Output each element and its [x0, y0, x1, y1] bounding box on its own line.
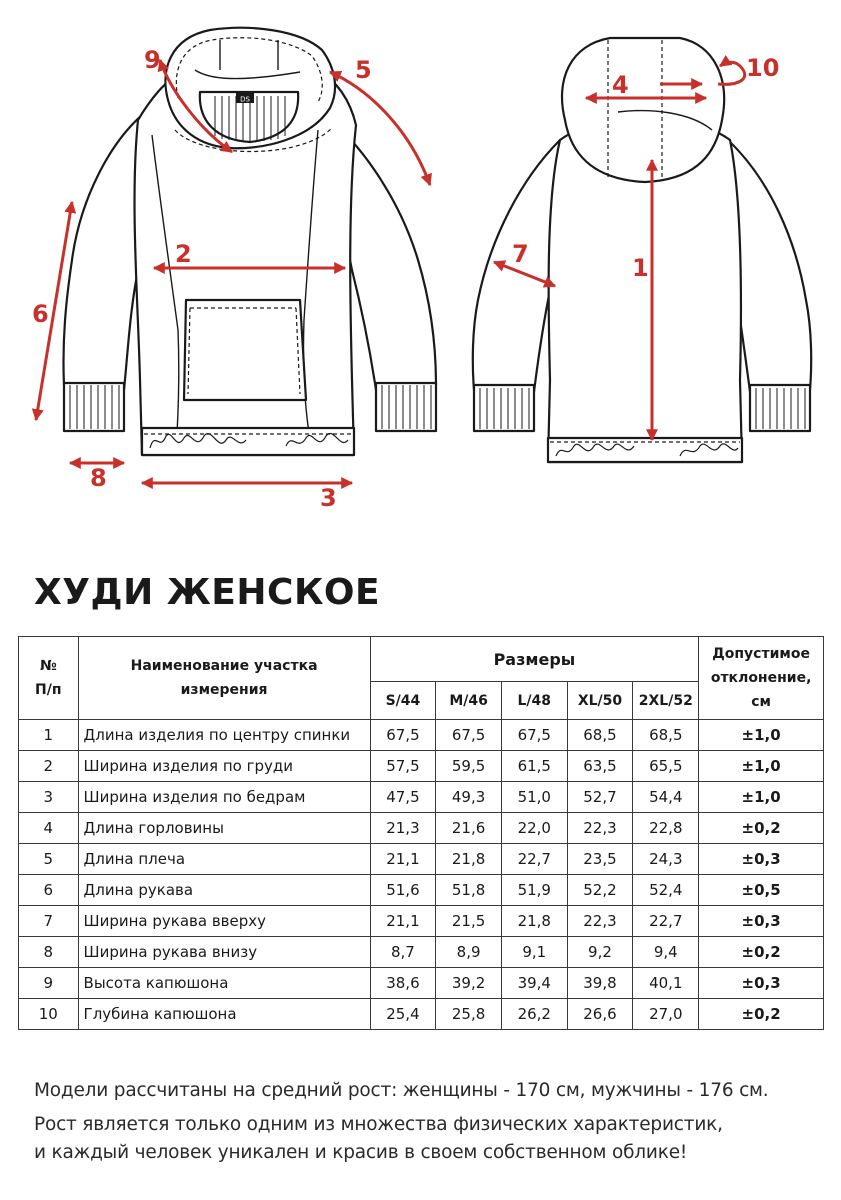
table-body: [19, 720, 824, 1030]
row-measurement-name: Ширина рукава вверху: [78, 906, 370, 937]
row-measurement-name: Ширина изделия по груди: [78, 751, 370, 782]
footer-line-2: Рост является только одним из множества физических характеристик,: [34, 1114, 723, 1135]
row-deviation: ±0,3: [699, 968, 824, 999]
row-number: 6: [19, 875, 79, 906]
hoodie-back-view: [473, 38, 811, 462]
front-right-cuff: [376, 383, 436, 431]
measure-label-6: 6: [32, 300, 49, 328]
row-size-value: 52,2: [567, 875, 633, 906]
row-size-value: 49,3: [436, 782, 502, 813]
row-size-value: 51,9: [501, 875, 567, 906]
measure-label-5: 5: [355, 56, 372, 84]
row-number: 1: [19, 720, 79, 751]
row-number: 8: [19, 937, 79, 968]
table-row: [19, 906, 824, 937]
row-size-value: 61,5: [501, 751, 567, 782]
row-measurement-name: Высота капюшона: [78, 968, 370, 999]
row-size-value: 26,2: [501, 999, 567, 1030]
row-measurement-name: Глубина капюшона: [78, 999, 370, 1030]
measure-label-8: 8: [90, 464, 107, 492]
footer-line-3: и каждый человек уникален и красив в своем собственном облике!: [34, 1142, 688, 1163]
row-size-value: 65,5: [633, 751, 699, 782]
footer-line-1: Модели рассчитаны на средний рост: женщины - 170 см, мужчины - 176 см.: [34, 1080, 769, 1101]
header-measurement-name: Наименование участка измерения: [78, 637, 370, 720]
row-deviation: ±0,2: [699, 999, 824, 1030]
measure-label-1: 1: [632, 254, 649, 282]
hoodie-front-view: [32, 28, 436, 512]
measure-label-3: 3: [320, 484, 337, 512]
row-size-value: 54,4: [633, 782, 699, 813]
row-number: 4: [19, 813, 79, 844]
row-size-value: 22,3: [567, 906, 633, 937]
measure-label-9: 9: [144, 46, 161, 74]
header-number: № П/п: [19, 637, 79, 720]
row-size-value: 63,5: [567, 751, 633, 782]
table-row: [19, 751, 824, 782]
page-title: ХУДИ ЖЕНСКОЕ: [34, 572, 381, 613]
row-size-value: 9,1: [501, 937, 567, 968]
row-size-value: 67,5: [501, 720, 567, 751]
row-size-value: 22,0: [501, 813, 567, 844]
table-row: [19, 999, 824, 1030]
row-size-value: 21,6: [436, 813, 502, 844]
row-size-value: 51,6: [370, 875, 436, 906]
table-row: [19, 782, 824, 813]
row-size-value: 8,7: [370, 937, 436, 968]
front-left-cuff: [64, 383, 124, 431]
table-row: [19, 875, 824, 906]
row-size-value: 25,8: [436, 999, 502, 1030]
row-size-value: 40,1: [633, 968, 699, 999]
table-row: [19, 720, 824, 751]
header-sizes: Размеры: [370, 637, 699, 682]
row-measurement-name: Длина изделия по центру спинки: [78, 720, 370, 751]
row-size-value: 51,0: [501, 782, 567, 813]
row-measurement-name: Ширина изделия по бедрам: [78, 782, 370, 813]
row-deviation: ±0,3: [699, 906, 824, 937]
row-size-value: 52,4: [633, 875, 699, 906]
table-row: [19, 844, 824, 875]
table-row: [19, 968, 824, 999]
kangaroo-pocket: [184, 300, 306, 400]
size-header: M/46: [436, 682, 502, 720]
size-header: S/44: [370, 682, 436, 720]
row-size-value: 26,6: [567, 999, 633, 1030]
row-deviation: ±1,0: [699, 782, 824, 813]
table-row: [19, 937, 824, 968]
row-size-value: 39,2: [436, 968, 502, 999]
table-row: [19, 813, 824, 844]
row-size-value: 22,7: [501, 844, 567, 875]
row-size-value: 52,7: [567, 782, 633, 813]
row-measurement-name: Ширина рукава внизу: [78, 937, 370, 968]
row-size-value: 9,2: [567, 937, 633, 968]
measure-label-7: 7: [512, 240, 529, 268]
measure-label-2: 2: [175, 240, 192, 268]
row-size-value: 47,5: [370, 782, 436, 813]
row-size-value: 68,5: [633, 720, 699, 751]
row-size-value: 68,5: [567, 720, 633, 751]
row-size-value: 51,8: [436, 875, 502, 906]
row-size-value: 39,4: [501, 968, 567, 999]
row-size-value: 21,1: [370, 844, 436, 875]
row-number: 7: [19, 906, 79, 937]
row-size-value: 9,4: [633, 937, 699, 968]
row-deviation: ±0,3: [699, 844, 824, 875]
row-size-value: 8,9: [436, 937, 502, 968]
header-deviation: Допустимое отклонение, см: [699, 637, 824, 720]
size-header: L/48: [501, 682, 567, 720]
hoodie-measurement-diagram: [0, 0, 841, 530]
row-size-value: 21,8: [436, 844, 502, 875]
row-size-value: 39,8: [567, 968, 633, 999]
row-measurement-name: Длина плеча: [78, 844, 370, 875]
size-header: XL/50: [567, 682, 633, 720]
row-number: 2: [19, 751, 79, 782]
row-size-value: 22,8: [633, 813, 699, 844]
row-size-value: 22,7: [633, 906, 699, 937]
row-number: 3: [19, 782, 79, 813]
back-left-cuff: [474, 385, 534, 431]
size-header: 2XL/52: [633, 682, 699, 720]
row-number: 5: [19, 844, 79, 875]
row-size-value: 67,5: [370, 720, 436, 751]
row-number: 10: [19, 999, 79, 1030]
measure-label-10: 10: [746, 54, 780, 82]
size-chart-table: [18, 636, 824, 1030]
row-deviation: ±0,5: [699, 875, 824, 906]
row-size-value: 27,0: [633, 999, 699, 1030]
row-size-value: 21,5: [436, 906, 502, 937]
row-deviation: ±0,2: [699, 813, 824, 844]
row-deviation: ±1,0: [699, 720, 824, 751]
row-size-value: 22,3: [567, 813, 633, 844]
row-size-value: 38,6: [370, 968, 436, 999]
back-right-cuff: [750, 385, 810, 431]
measure-label-4: 4: [612, 71, 629, 99]
row-measurement-name: Длина рукава: [78, 875, 370, 906]
row-size-value: 21,3: [370, 813, 436, 844]
row-deviation: ±0,2: [699, 937, 824, 968]
row-size-value: 59,5: [436, 751, 502, 782]
row-size-value: 21,8: [501, 906, 567, 937]
row-size-value: 21,1: [370, 906, 436, 937]
row-deviation: ±1,0: [699, 751, 824, 782]
row-size-value: 57,5: [370, 751, 436, 782]
row-size-value: 24,3: [633, 844, 699, 875]
brand-label: DS: [240, 95, 250, 104]
row-size-value: 67,5: [436, 720, 502, 751]
row-size-value: 23,5: [567, 844, 633, 875]
row-number: 9: [19, 968, 79, 999]
row-size-value: 25,4: [370, 999, 436, 1030]
row-measurement-name: Длина горловины: [78, 813, 370, 844]
